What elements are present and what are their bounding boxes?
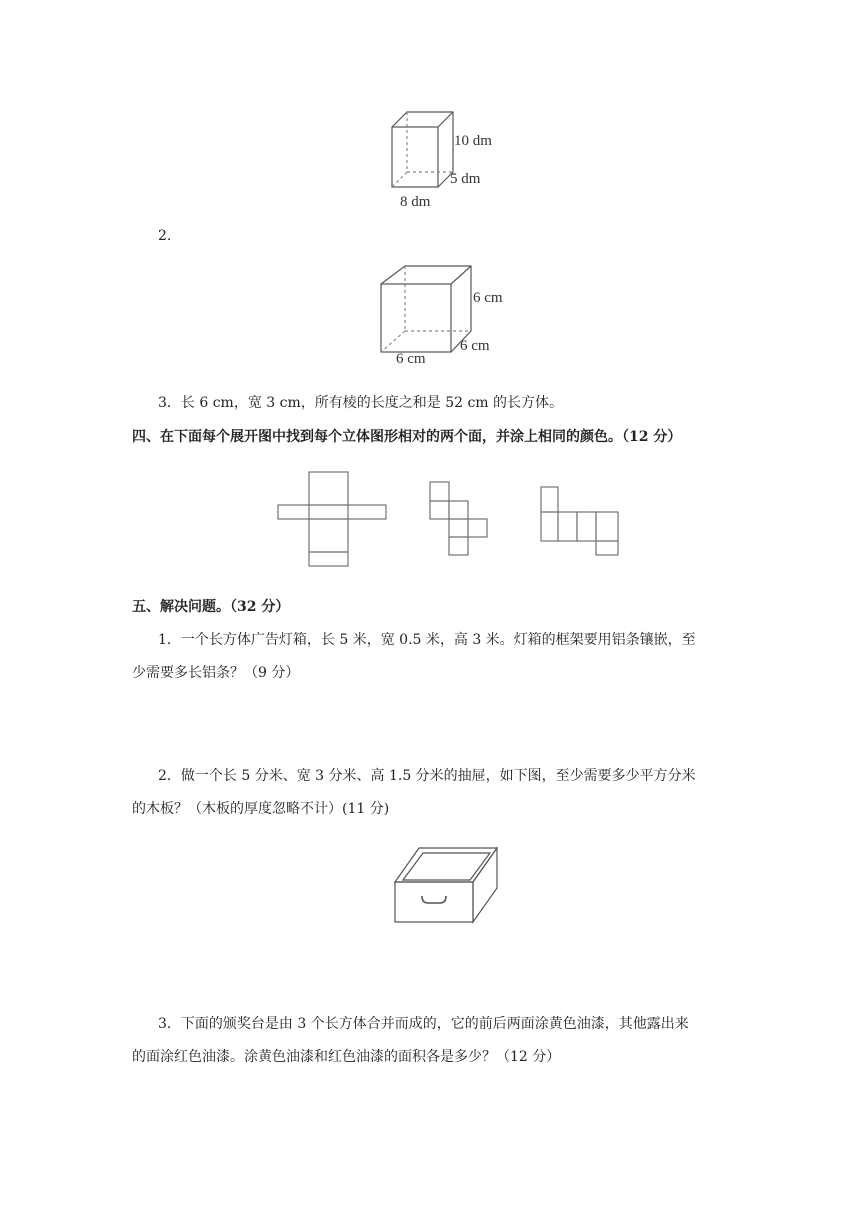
cuboid-figure-1: [380, 100, 520, 215]
q2-line-1: 2．做一个长 5 分米、宽 3 分米、高 1.5 分米的抽屉，如下图，至少需要多少平方分米: [158, 768, 696, 784]
q2-line-2: 的木板？（木板的厚度忽略不计）(11 分): [132, 801, 390, 817]
drawer-figure: [392, 840, 504, 930]
cube-net-3: [539, 485, 623, 557]
q1-line-2: 少需要多长铝条？（9 分）: [132, 665, 300, 681]
item-3-text: 3．长 6 cm，宽 3 cm，所有棱的长度之和是 52 cm 的长方体。: [158, 395, 564, 411]
section-4-title: 四、在下面每个展开图中找到每个立体图形相对的两个面，并涂上相同的颜色。（12 分）: [132, 429, 682, 445]
q3-line-1: 3．下面的颁奖台是由 3 个长方体合并而成的，它的前后两面涂黄色油漆，其他露出来: [158, 1016, 689, 1032]
fig1-length-label: 8 dm: [400, 194, 431, 210]
q1-line-1: 1．一个长方体广告灯箱，长 5 米，宽 0.5 米，高 3 米。灯箱的框架要用铝条镶嵌，至: [158, 632, 696, 648]
fig2-width-label: 6 cm: [460, 338, 490, 354]
q3-line-2: 的面涂红色油漆。涂黄色油漆和红色油漆的面积各是多少？（12 分）: [132, 1049, 561, 1065]
fig1-height-label: 10 dm: [454, 133, 492, 149]
fig1-width-label: 5 dm: [450, 171, 481, 187]
fig2-length-label: 6 cm: [396, 351, 426, 367]
fig2-height-label: 6 cm: [473, 290, 503, 306]
item-2-number: 2.: [158, 228, 172, 244]
section-5-title: 五、解决问题。（32 分）: [132, 599, 290, 615]
cube-figure-2: [372, 258, 522, 370]
cube-net-1: [276, 470, 388, 570]
cube-net-2: [428, 480, 490, 558]
